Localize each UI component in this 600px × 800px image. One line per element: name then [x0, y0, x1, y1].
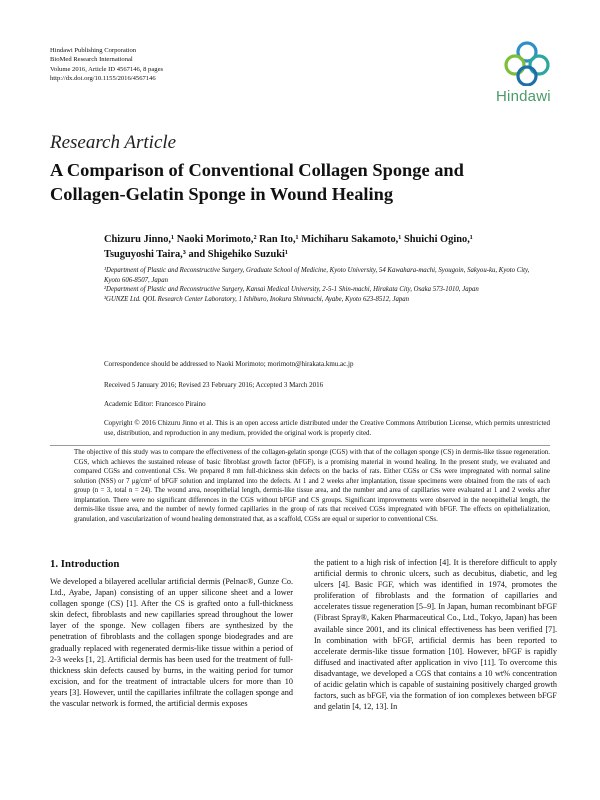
intro-left-column [50, 576, 293, 709]
affiliation-2: ²Department of Plastic and Reconstructive Surgery, Kansai Medical University, 2-5-1 Shin-machi, Hirakata City, Osaka 573-1010, Japan [104, 286, 479, 294]
affiliations [104, 266, 544, 304]
abstract-text: The objective of this study was to compare the effectiveness of the collagen-gelatin sponge (CGS) with that of the collagen sponge (CS) in dermis-like tissue regeneration. CGS, which achieves the sustained release of basic fibroblast growth factor (bFGF), is a promising material in wound healing. In the present study, we evaluated and compared CGSs and conventional CSs. We prepared 8 mm full-thickness skin defects on the backs of rats. Either CGSs or CSs were impregnated with normal saline solution (NSS) or 7 μg/cm² of bFGF solution and implanted into the defects. At 1 and 2 weeks after implantation, tissue specimens were obtained from the rats of each group (n = 3, total n = 24). The wound area, neoepithelial length, dermis-like tissue area, and the number and area of capillaries were evaluated at 1 and 2 weeks after implantation. There were no significant differences in the CGS without bFGF and CS groups. Significant improvements were observed in the neoepithelial length, the dermis-like tissue area, and the number of newly formed capillaries in the group of rats that received CGSs impregnated with bFGF. The effects on epithelialization, granulation, and vascularization of wound healing demonstrated that, as a scaffold, CGSs are equal or superior to conventional CSs. [74, 449, 550, 523]
header-volume: Volume 2016, Article ID 4567146, 8 pages [50, 65, 164, 73]
article-type: Research Article [50, 132, 177, 153]
logo-wordmark: Hindawi [496, 88, 551, 105]
intro-paragraph-left: We developed a bilayered acellular artificial dermis (Pelnac®, Gunze Co. Ltd., Ayabe, Japan) consisting of an upper silicone sheet and a lower collagen sponge (CS) [1]. After the CS is grafted onto a full-thickness skin defect, fibroblasts and new capillaries spread throughout the lower layer of the sponge. New collagen fibers are synthesized by the penetration of fibroblasts and the collagen sponge biodegrades and are gradually replaced with regenerated dermis-like tissue within a period of 2-3 weeks [1, 2]. Artificial dermis has been used for the treatment of full-thickness skin defects caused by burns, in the waiting period for tumor excision, and for the treatment of intractable ulcers for more than 10 years [3]. However, until the capillaries infiltrate the collagen sponge and the vascular network is formed, the artificial dermis exposes [50, 577, 293, 709]
intro-right-column [314, 557, 557, 712]
article-dates: Received 5 January 2016; Revised 23 February 2016; Accepted 3 March 2016 [104, 381, 324, 389]
header-journal: BioMed Research International [50, 56, 133, 64]
author-list: Chizuru Jinno,¹ Naoki Morimoto,² Ran Ito,¹ Michiharu Sakamoto,¹ Shuichi Ogino,¹ Tsuguyoshi Taira,³ and Shigehiko Suzuki¹ [104, 234, 473, 260]
hindawi-rings-icon [502, 40, 552, 86]
affiliation-3: ³GUNZE Ltd. QOL Research Center Laboratory, 1 Ishiburo, Inokura Shinmachi, Ayabe, Kyoto 623-8512, Japan [104, 295, 410, 303]
correspondence: Correspondence should be addressed to Naoki Morimoto; morimotn@hirakata.kmu.ac.jp [104, 360, 354, 368]
header-publisher: Hindawi Publishing Corporation [50, 47, 137, 54]
header-doi[interactable]: http://dx.doi.org/10.1155/2016/4567146 [50, 75, 156, 83]
publisher-logo [492, 40, 562, 106]
section-heading-introduction: 1. Introduction [50, 558, 120, 570]
journal-header [50, 46, 163, 84]
academic-editor: Academic Editor: Francesco Piraino [104, 400, 206, 408]
abstract-divider [50, 445, 550, 446]
affiliation-1: ¹Department of Plastic and Reconstructive Surgery, Graduate School of Medicine, Kyoto University, 54 Kawahara-machi, Syougoin, Sakyou-ku, Kyoto City, Kyoto 606-8507, Japan [104, 267, 530, 284]
intro-paragraph-right: the patient to a high risk of infection [4]. It is therefore difficult to apply artificial dermis to chronic ulcers, such as decubitus, diabetic, and leg ulcers [4]. Basic FGF, which was identified in 1974, promotes the proliferation of fibroblasts and the formation of capillaries and accelerates tissue regeneration [5–9]. In Japan, human recombinant bFGF (Fibrast Spray®, Kaken Pharmaceutical Co., Ltd., Tokyo, Japan) has been available since 2001, and its clinical effectiveness has been verified [7]. In combination with bFGF, artificial dermis has been reported to accelerate dermis-like tissue formation [10]. However, bFGF is rapidly diffused and inactivated after application in vivo [11]. To overcome this disadvantage, we developed a CGS that contains a 10 wt% concentration of acidic gelatin which is capable of sustaining positively charged growth factors, such as bFGF, via the formation of ion complexes between bFGF and gelatin [4, 12, 13]. In [314, 558, 557, 712]
article-title: A Comparison of Conventional Collagen Sponge and Collagen-Gelatin Sponge in Wound Healing [50, 160, 464, 204]
copyright-notice: Copyright © 2016 Chizuru Jinno et al. This is an open access article distributed under the Creative Commons Attribution License, which permits unrestricted use, distribution, and reproduction in any medium, provided the original work is properly cited. [104, 419, 550, 437]
